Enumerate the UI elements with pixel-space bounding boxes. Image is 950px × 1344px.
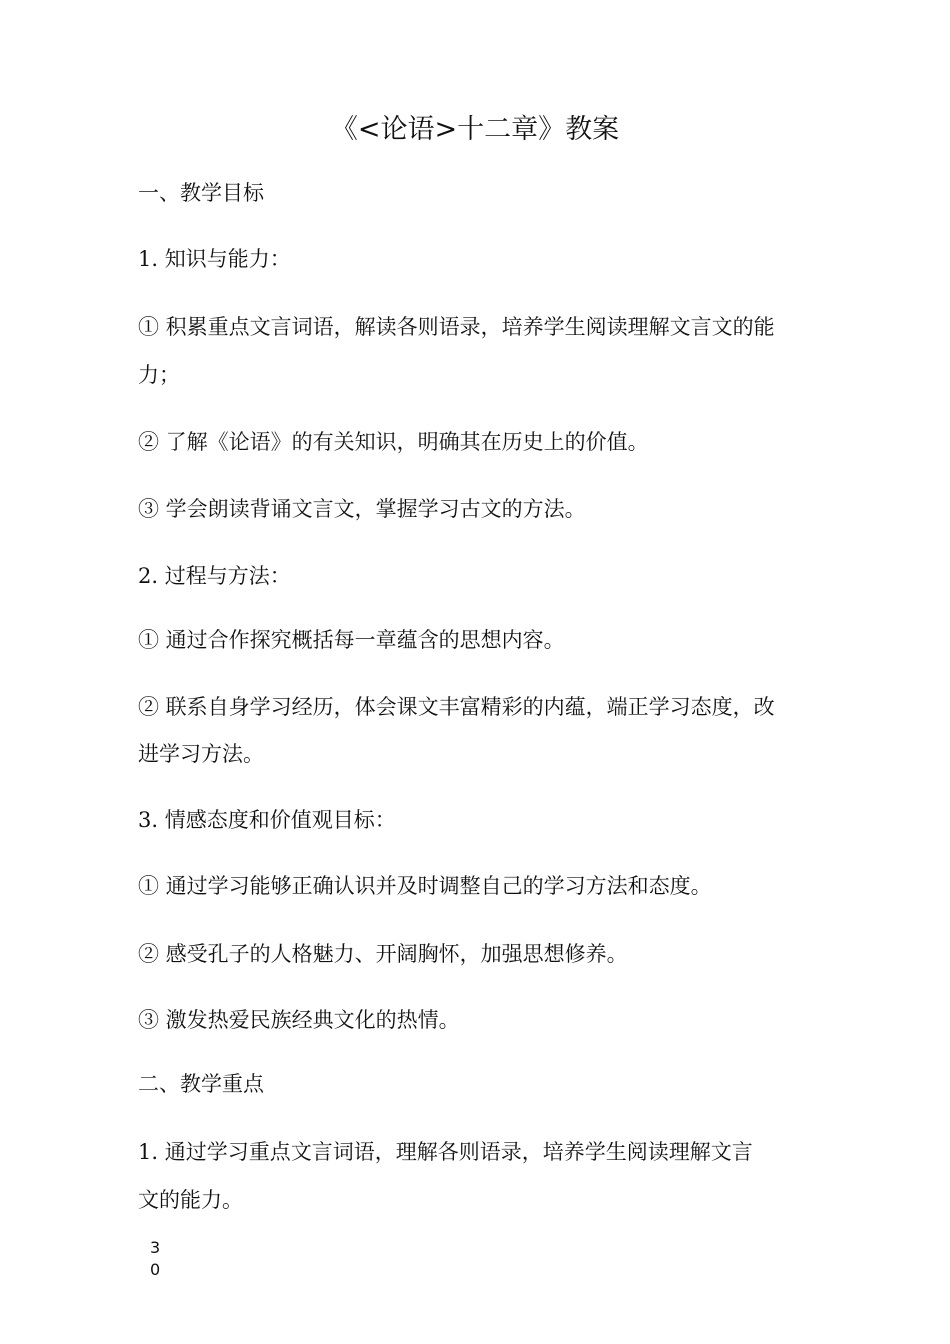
subheading-process-method: 2. 过程与方法：	[138, 564, 291, 588]
subheading-emotion-values: 3. 情感态度和价值观目标：	[138, 808, 396, 832]
section-heading-objectives: 一、教学目标	[138, 181, 264, 205]
list-item-process-2-cont: 进学习方法。	[138, 742, 264, 766]
list-item-emotion-2: ② 感受孔子的人格魅力、开阔胸怀，加强思想修养。	[138, 942, 628, 966]
list-item-process-2: ② 联系自身学习经历，体会课文丰富精彩的内蕴，端正学习态度，改	[138, 695, 775, 719]
document-title: 《<论语>十二章》教案	[330, 114, 620, 145]
list-item-knowledge-3: ③ 学会朗读背诵文言文，掌握学习古文的方法。	[138, 497, 586, 521]
list-item-knowledge-2: ② 了解《论语》的有关知识，明确其在历史上的价值。	[138, 430, 649, 454]
list-item-knowledge-1-cont: 力；	[138, 363, 180, 387]
page-number: 30	[150, 1238, 161, 1279]
list-item-emotion-1: ① 通过学习能够正确认识并及时调整自己的学习方法和态度。	[138, 874, 712, 898]
list-item-process-1: ① 通过合作探究概括每一章蕴含的思想内容。	[138, 628, 565, 652]
list-item-key-point-1-cont: 文的能力。	[138, 1188, 243, 1212]
list-item-emotion-3: ③ 激发热爱民族经典文化的热情。	[138, 1008, 460, 1032]
section-heading-key-points: 二、教学重点	[138, 1072, 264, 1096]
subheading-knowledge-ability: 1. 知识与能力：	[138, 247, 291, 271]
list-item-knowledge-1: ① 积累重点文言词语，解读各则语录，培养学生阅读理解文言文的能	[138, 315, 775, 339]
list-item-key-point-1: 1. 通过学习重点文言词语，理解各则语录，培养学生阅读理解文言	[138, 1140, 753, 1164]
